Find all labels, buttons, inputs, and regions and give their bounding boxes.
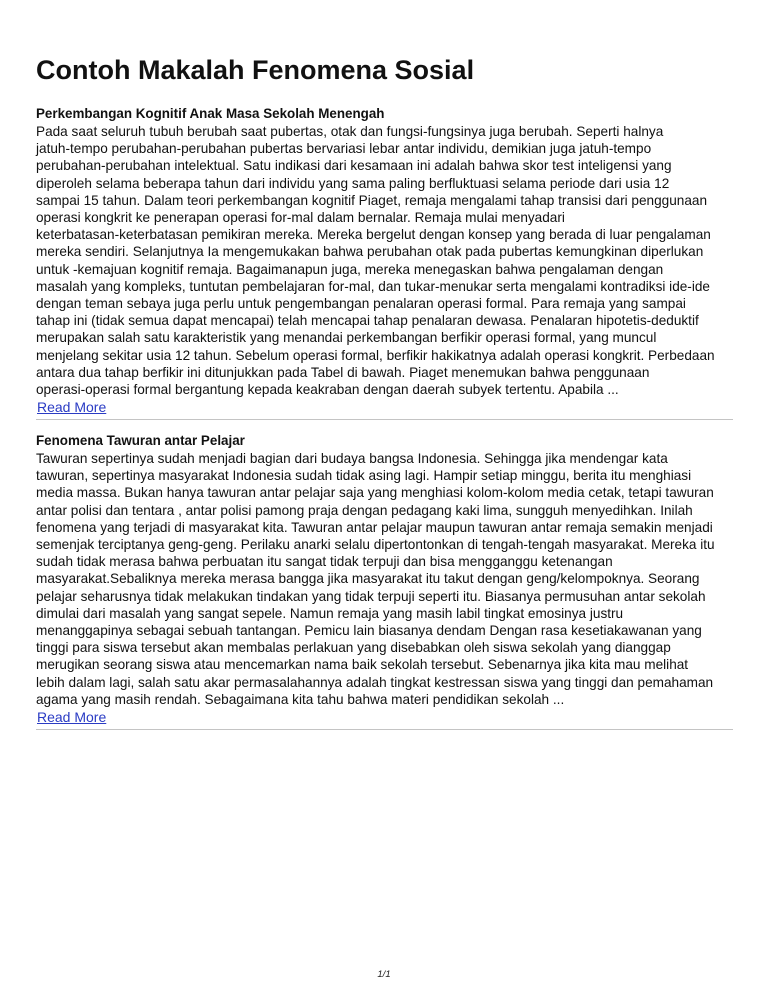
article-line: tinggi para siswa tersebut akan membalas perlakuan yang disebabkan oleh siswa sekolah yang dianggap bbox=[36, 640, 671, 656]
article-divider bbox=[36, 729, 733, 730]
article-line: media massa. Bukan hanya tawuran antar pelajar saja yang menghiasi kolom-kolom media cetak, tetapi tawuran bbox=[36, 485, 714, 501]
article-line: operasi-operasi formal bergantung kepada keakraban dengan daerah subyek tertentu. Apabila ... bbox=[36, 382, 619, 398]
article-line: masalah yang kompleks, tuntutan pembelajaran for-mal, dan tukar-menukar serta mengalami kontradiksi ide-ide bbox=[36, 278, 710, 294]
article-line: lebih dalam lagi, salah satu akar permasalahannya adalah tingkat kestressan siswa yang tinggi dan pemahaman bbox=[36, 674, 714, 690]
article-divider bbox=[36, 419, 733, 420]
article-heading: Fenomena Tawuran antar Pelajar bbox=[36, 433, 245, 448]
article-body bbox=[36, 123, 733, 398]
article-line: antar polisi dan tentara , antar polisi pamong praja dengan pedagang kaki lima, sungguh menyedihkan. Inilah bbox=[36, 502, 693, 518]
article-line: Pada saat seluruh tubuh berubah saat pubertas, otak dan fungsi-fungsinya juga berubah. Seperti halnya bbox=[36, 124, 664, 139]
article-line: Tawuran sepertinya sudah menjadi bagian dari budaya bangsa Indonesia. Sehingga jika mendengar kata bbox=[36, 451, 668, 466]
article-line: agama yang masih rendah. Sebagaimana kita tahu bahwa materi pendidikan sekolah ... bbox=[36, 691, 565, 707]
article-line: semenjak terciptanya geng-geng. Perilaku anarki selalu dipertontonkan di tengah-tengah masyarakat. Mereka itu bbox=[36, 537, 715, 553]
article-line: untuk -kemajuan kognitif remaja. Bagaimanapun juga, mereka menegaskan bahwa pengalaman dengan bbox=[36, 261, 664, 277]
article-line: dengan teman sebaya juga perlu untuk pengembangan penalaran operasi formal. Para remaja yang sampai bbox=[36, 296, 686, 312]
article-heading: Perkembangan Kognitif Anak Masa Sekolah Menengah bbox=[36, 106, 385, 121]
article-line: sudah tidak merasa bahwa perbuatan itu sangat tidak terpuji dan bisa mengganggu ketenangan bbox=[36, 554, 613, 570]
article-line: masyarakat.Sebaliknya mereka merasa bangga jika masyarakat itu takut dengan geng/kelompoknya. Seorang bbox=[36, 571, 700, 587]
article-line: merugikan seorang siswa atau mencemarkan nama baik sekolah tersebut. Sebenarnya jika kita mau melihat bbox=[36, 657, 689, 673]
article-body bbox=[36, 450, 733, 708]
article-line: pelajar seharusnya tidak melakukan tindakan yang tidak terpuji seperti itu. Biasanya permusuhan antar sekolah bbox=[36, 588, 706, 604]
read-more-link[interactable]: Read More bbox=[37, 709, 107, 726]
article-line: menanggapinya sebagai sebuah tantangan. Pemicu lain biasanya dendam Dengan rasa kesetiakawanan yang bbox=[36, 623, 702, 639]
article-cognitive-development bbox=[36, 105, 733, 420]
article-line: sampai 15 tahun. Dalam teori perkembangan kognitif Piaget, remaja mengalami tahap transisi dari penggunaan bbox=[36, 192, 708, 208]
read-more-link[interactable]: Read More bbox=[37, 399, 107, 416]
article-line: keterbatasan-keterbatasan pemikiran mereka. Mereka bergelut dengan konsep yang berada di luar pengalaman bbox=[36, 227, 711, 243]
article-line: antara dua tahap berfikir ini ditunjukkan pada Tabel di bawah. Piaget menemukan bahwa penggunaan bbox=[36, 364, 650, 380]
page-title: Contoh Makalah Fenomena Sosial bbox=[36, 55, 475, 85]
page-number: 1/1 bbox=[377, 969, 391, 980]
article-line: operasi kongkrit ke penerapan operasi for-mal dalam bernalar. Remaja mulai menyadari bbox=[36, 210, 565, 226]
article-line: diperoleh selama beberapa tahun dari individu yang sama paling berfluktuasi selama periode dari usia 12 bbox=[36, 175, 670, 191]
article-line: fenomena yang terjadi di masyarakat kita. Tawuran antar pelajar maupun tawuran antar remaja semakin menjadi bbox=[36, 519, 713, 535]
article-student-brawls bbox=[36, 432, 733, 730]
article-line: tahap ini (tidak semua dapat mencapai) telah mencapai tahap penalaran dewasa. Penalaran hipotetis-deduktif bbox=[36, 313, 699, 329]
article-line: menjelang sekitar usia 12 tahun. Sebelum operasi formal, berfikir hakikatnya adalah operasi kongkrit. Perbedaan bbox=[36, 347, 715, 363]
article-line: dimulai dari masalah yang sangat sepele. Namun remaja yang masih labil tingkat emosinya justru bbox=[36, 605, 624, 621]
article-line: jatuh-tempo perubahan-perubahan pubertas bervariasi lebar antar individu, demikian juga jatuh-tempo bbox=[36, 141, 652, 157]
article-line: tawuran, sepertinya masyarakat Indonesia sudah tidak asing lagi. Hampir setiap minggu, berita itu menghiasi bbox=[36, 468, 692, 484]
article-line: perubahan-perubahan intelektual. Satu indikasi dari kesamaan ini adalah bahwa skor test inteligensi yang bbox=[36, 158, 672, 174]
article-line: mereka sendiri. Selanjutnya Ia mengemukakan bahwa perubahan otak pada pubertas kemungkinan diperlukan bbox=[36, 244, 704, 260]
article-line: merupakan salah satu karakteristik yang menandai perkembangan berfikir operasi formal, yang muncul bbox=[36, 330, 657, 346]
